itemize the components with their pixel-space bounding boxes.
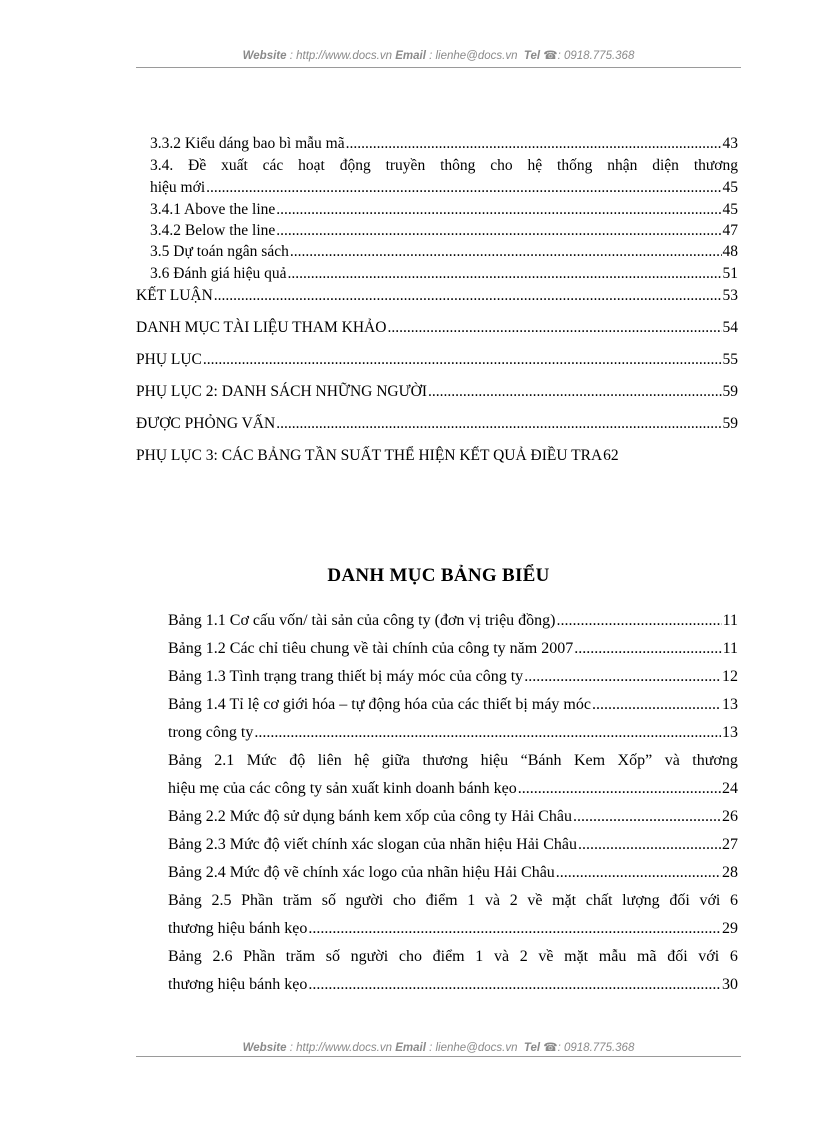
website-url[interactable]: http://www.docs.vn	[296, 50, 392, 62]
toc-entry[interactable]: 3.6 Đánh giá hiệu quả ..... 51	[150, 264, 738, 284]
table-list-entry[interactable]: Bảng 1.4 Tỉ lệ cơ giới hóa – tự động hóa của các thiết bị máy móc ..... 13	[168, 695, 738, 715]
page-header	[136, 48, 741, 62]
table-list-entry-line2[interactable]: thương hiệu bánh kẹo ..... 29	[168, 919, 738, 939]
table-list-entry[interactable]: Bảng 1.1 Cơ cấu vốn/ tài sản của công ty (đơn vị triệu đồng) ..... 11	[168, 611, 738, 631]
email-value[interactable]: lienhe@docs.vn	[435, 50, 518, 62]
website-label: Website	[242, 1042, 287, 1054]
website-sep: :	[286, 50, 297, 62]
header-rule	[136, 67, 741, 68]
tel-label: Tel	[523, 1042, 541, 1054]
phone-icon: ☎	[543, 1042, 558, 1054]
table-list-entry[interactable]: trong công ty ..... 13	[168, 723, 738, 743]
toc-entry[interactable]: PHỤ LỤC ..... 55	[136, 350, 738, 370]
toc-entry[interactable]: KẾT LUẬN ..... 53	[136, 286, 738, 306]
tel-value: : 0918.775.368	[557, 1042, 635, 1054]
toc-entry[interactable]: PHỤ LỤC 2: DANH SÁCH NHỮNG NGƯỜI ..... 59	[136, 382, 738, 402]
tables-list-heading: DANH MỤC BẢNG BIỂU	[327, 565, 550, 586]
toc-entry[interactable]: 3.5 Dự toán ngân sách ..... 48	[150, 242, 738, 262]
toc-entry[interactable]: 3.4.2 Below the line ..... 47	[150, 221, 738, 241]
table-list-entry[interactable]: Bảng 1.3 Tình trạng trang thiết bị máy móc của công ty ..... 12	[168, 667, 738, 687]
footer-rule	[136, 1056, 741, 1057]
table-list-entry-line1[interactable]: Bảng 2.5 Phần trăm số người cho điểm 1 và 2 về mặt chất lượng đối với 6	[168, 892, 738, 909]
email-label: Email	[395, 1042, 426, 1054]
table-list-entry-line2[interactable]: hiệu mẹ của các công ty sản xuất kinh doanh bánh kẹo ..... 24	[168, 779, 738, 799]
email-sep: :	[425, 1042, 436, 1054]
tel-label: Tel	[523, 50, 541, 62]
table-list-entry[interactable]: Bảng 2.2 Mức độ sử dụng bánh kem xốp của công ty Hải Châu ..... 26	[168, 807, 738, 827]
toc-entry-line1[interactable]: 3.4. Đề xuất các hoạt động truyền thông cho hệ thống nhận diện thương	[150, 157, 738, 174]
toc-entry[interactable]: ĐƯỢC PHỎNG VẤN ..... 59	[136, 414, 738, 434]
table-list-entry-line2[interactable]: thương hiệu bánh kẹo ..... 30	[168, 975, 738, 995]
website-label: Website	[242, 50, 287, 62]
toc-entry[interactable]: 3.3.2 Kiểu dáng bao bì mẫu mã ..... 43	[150, 134, 738, 154]
phone-icon: ☎	[543, 50, 558, 62]
toc-entry[interactable]: PHỤ LỤC 3: CÁC BẢNG TẦN SUẤT THỂ HIỆN KẾT QUẢ ĐIỀU TRA 62	[136, 447, 619, 464]
email-value[interactable]: lienhe@docs.vn	[435, 1042, 518, 1054]
table-list-entry-line1[interactable]: Bảng 2.6 Phần trăm số người cho điểm 1 và 2 về mặt mẫu mã đối với 6	[168, 948, 738, 965]
table-list-entry[interactable]: Bảng 1.2 Các chỉ tiêu chung về tài chính của công ty năm 2007 ..... 11	[168, 639, 738, 659]
toc-entry-line2[interactable]: hiệu mới ..... 45	[150, 178, 738, 198]
toc-entry[interactable]: 3.4.1 Above the line ..... 45	[150, 200, 738, 220]
table-list-entry[interactable]: Bảng 2.4 Mức độ vẽ chính xác logo của nhãn hiệu Hải Châu ..... 28	[168, 863, 738, 883]
page-footer	[136, 1040, 741, 1054]
tel-value: : 0918.775.368	[557, 50, 635, 62]
website-url[interactable]: http://www.docs.vn	[296, 1042, 392, 1054]
email-label: Email	[395, 50, 426, 62]
table-list-entry[interactable]: Bảng 2.3 Mức độ viết chính xác slogan của nhãn hiệu Hải Châu ..... 27	[168, 835, 738, 855]
table-list-entry-line1[interactable]: Bảng 2.1 Mức độ liên hệ giữa thương hiệu “Bánh Kem Xốp” và thương	[168, 752, 738, 769]
email-sep: :	[425, 50, 436, 62]
website-sep: :	[286, 1042, 297, 1054]
toc-entry[interactable]: DANH MỤC TÀI LIỆU THAM KHẢO ..... 54	[136, 318, 738, 338]
